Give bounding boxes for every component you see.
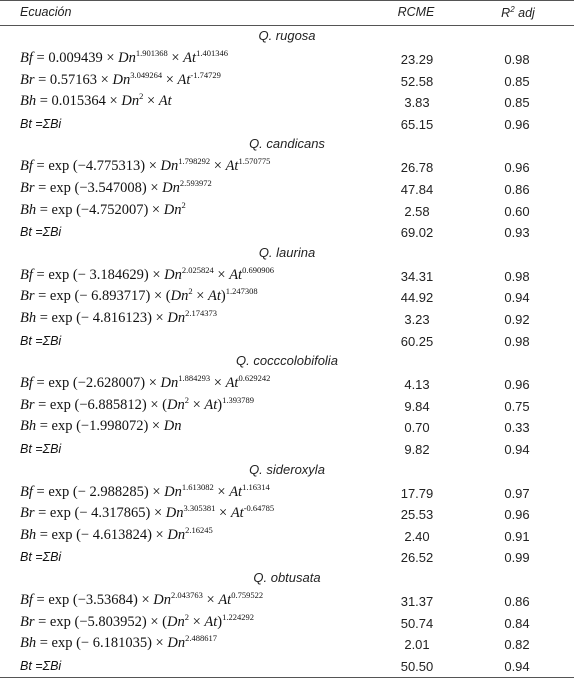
equation: Bh = exp (− $4.816123) \times Dn^{2.174373}$ (20, 308, 217, 326)
equation: Br = exp (− $4.317865) \times Dn^{3.305381} \times At^{-0.64785}$ (20, 503, 275, 522)
rcme-value: 3.23 (404, 312, 430, 327)
equation: Bh = exp (− $6.181035) \times Dn^{2.488617}$ (20, 633, 217, 652)
equation: $Bh = 0.015364 \times Dn^2 \times At$ (20, 91, 172, 110)
rcme-value: 17.79 (400, 485, 434, 501)
r2adj-value: 0.96 (504, 377, 530, 393)
rcme-value: 44.92 (400, 290, 434, 306)
table-row (0, 525, 574, 547)
table-bottom-rule (0, 677, 574, 678)
table-row (0, 178, 574, 200)
r2adj-value: 0.97 (504, 485, 530, 501)
rcme-value: 2.01 (404, 637, 430, 653)
table-row (0, 330, 574, 352)
table-row (0, 416, 574, 438)
table-row (0, 91, 574, 113)
table-row (0, 612, 574, 634)
rcme-value: 23.29 (400, 52, 434, 67)
r2adj-value: 0.96 (504, 160, 530, 176)
r2adj-value: 0.94 (504, 442, 530, 457)
total-biomass-label: Bt =ΣBi (20, 333, 62, 348)
rcme-value: 9.84 (404, 398, 430, 414)
equation: $Br = \exp (-6.885812) \times (Dn^2 \times At)^{1.393789}$ (20, 394, 254, 413)
r2adj-value: 0.94 (504, 658, 530, 674)
total-biomass-label: Bt =ΣBi (20, 658, 62, 673)
equation: $Br = \exp (-3.547008) \times Dn^{2.593972}$ (20, 178, 212, 196)
r2adj-value: 0.86 (504, 182, 530, 197)
table-row (0, 438, 574, 460)
species-heading: Q. cocccolobifolia (236, 353, 338, 369)
table-row (0, 286, 574, 308)
table-row (0, 395, 574, 417)
table-row (0, 70, 574, 92)
r2adj-value: 0.86 (504, 594, 530, 609)
r2adj-value: 0.75 (504, 398, 530, 414)
rcme-value: 65.15 (400, 116, 434, 132)
rcme-value: 47.84 (400, 182, 434, 197)
r2adj-value: 0.94 (504, 290, 530, 306)
species-heading: Q. sideroxyla (249, 461, 325, 477)
r2adj-value: 0.92 (504, 312, 530, 327)
rcme-value: 60.25 (400, 333, 434, 349)
equation: Br = exp (− $6.893717) \times (Dn^2 \times At)^{1.247308}$ (20, 286, 258, 305)
equation: $Bh = \exp (-4.752007) \times Dn^2$ (20, 199, 186, 218)
rcme-value: 9.82 (404, 442, 430, 457)
header-r2adj: $R^2$ adj (501, 5, 535, 21)
species-heading: Q. obtusata (253, 570, 321, 585)
equation: $Bf = \exp (-4.775313) \times Dn^{1.798292} \times At^{1.570775}$ (20, 156, 271, 175)
rcme-value: 50.74 (400, 615, 434, 631)
rcme-value: 2.58 (404, 203, 430, 219)
rcme-value: 0.70 (404, 420, 430, 436)
equation: Bh = exp (−1.998072) × Dn (20, 418, 182, 435)
r2adj-value: 0.82 (504, 637, 530, 653)
header-rcme: RCME (397, 5, 435, 19)
table-header (0, 0, 574, 26)
r2adj-value: 0.85 (504, 73, 530, 89)
table-row (0, 265, 574, 287)
equation: Bh = exp (− $4.613824) \times Dn^{2.16245}$ (20, 524, 213, 543)
rcme-value: 26.78 (400, 160, 434, 176)
header-equation: Ecuación (20, 5, 72, 19)
table-row (0, 48, 574, 70)
rcme-value: 52.58 (400, 73, 434, 89)
table-row (0, 221, 574, 243)
table-row (0, 590, 574, 612)
equation: Bf = exp (− $3.184629) \times Dn^{2.025824} \times At^{0.690906}$ (20, 264, 274, 283)
r2adj-value: 0.93 (504, 225, 530, 241)
r2adj-value: 0.85 (504, 95, 530, 111)
table-row (0, 655, 574, 677)
species-heading: Q. candicans (249, 136, 325, 152)
r2adj-value: 0.96 (504, 116, 530, 132)
equation: $Bf = \exp (-3.53684) \times Dn^{2.043763} \times At^{0.759522}$ (20, 590, 264, 608)
r2adj-value: 0.91 (504, 528, 530, 544)
r2adj-value: 0.98 (504, 268, 530, 284)
r2adj-value: 0.99 (504, 550, 530, 566)
total-biomass-label: Bt =ΣBi (20, 116, 62, 131)
table-row (0, 546, 574, 568)
rcme-value: 26.52 (400, 550, 434, 566)
r2adj-value: 0.33 (504, 420, 530, 436)
table-row (0, 156, 574, 178)
rcme-value: 34.31 (400, 268, 434, 284)
species-heading: Q. rugosa (258, 28, 316, 43)
rcme-value: 2.40 (404, 528, 430, 544)
equation: $Br = 0.57163 \times Dn^{3.049264} \times At^{-1.74729}$ (20, 69, 221, 88)
rcme-value: 3.83 (404, 95, 430, 111)
equation: Bf = exp (− $2.988285) \times Dn^{1.613082} \times At^{1.16314}$ (20, 481, 270, 500)
equation: $Bf = 0.009439 \times Dn^{1.901368} \times At^{1.401346}$ (20, 48, 228, 66)
rcme-value: 25.53 (400, 507, 434, 523)
r2adj-value: 0.98 (504, 52, 530, 67)
equation: $Br = \exp (-5.803952) \times (Dn^2 \times At)^{1.224292}$ (20, 611, 254, 630)
rcme-value: 50.50 (400, 658, 434, 674)
table-row (0, 308, 574, 330)
r2adj-value: 0.60 (504, 203, 530, 219)
table-row (0, 633, 574, 655)
rcme-value: 31.37 (400, 594, 434, 609)
table-row (0, 200, 574, 222)
table-row (0, 503, 574, 525)
r2adj-value: 0.96 (504, 507, 530, 523)
rcme-value: 69.02 (400, 225, 434, 241)
table-row (0, 113, 574, 135)
r2adj-value: 0.84 (504, 615, 530, 631)
rcme-value: 4.13 (404, 377, 430, 393)
table-row (0, 373, 574, 395)
total-biomass-label: Bt =ΣBi (20, 225, 62, 240)
r2adj-value: 0.98 (504, 333, 530, 349)
total-biomass-label: Bt =ΣBi (20, 442, 62, 456)
table-row (0, 482, 574, 504)
species-heading: Q. laurina (258, 244, 316, 260)
total-biomass-label: Bt =ΣBi (20, 550, 62, 565)
equation: $Bf = \exp (-2.628007) \times Dn^{1.884293} \times At^{0.629242}$ (20, 373, 271, 392)
